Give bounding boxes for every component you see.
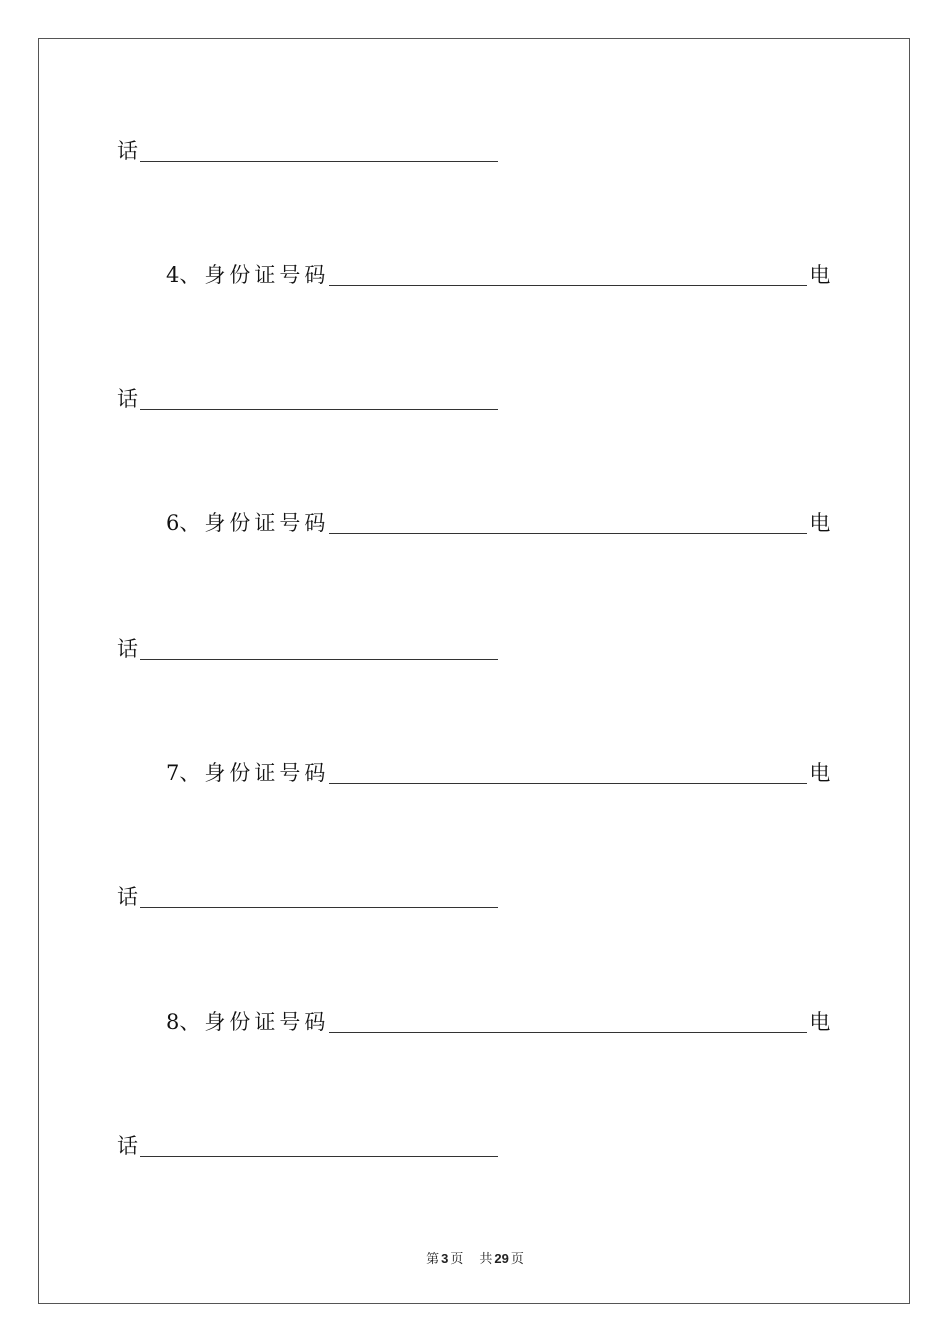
- id-number-label: 身份证号码: [204, 761, 330, 785]
- phone-blank[interactable]: [140, 906, 498, 908]
- id-entry-6: [166, 510, 830, 536]
- total-pages-number: 29: [494, 1251, 509, 1266]
- id-entry-7: [166, 760, 830, 786]
- id-entry-8: [166, 1009, 830, 1035]
- phone-blank[interactable]: [140, 658, 498, 660]
- id-number-label: 身份证号码: [204, 511, 330, 535]
- entry-separator: 、: [179, 263, 205, 287]
- page-prefix: 第: [426, 1252, 440, 1267]
- tel-label: 话: [117, 387, 138, 411]
- tel-label: 话: [117, 885, 138, 909]
- entry-number: 4: [166, 263, 180, 287]
- id-entry-4: [166, 262, 830, 288]
- id-number-label: 身份证号码: [204, 1010, 330, 1034]
- page-border: [38, 38, 910, 1304]
- phone-line-continuation: [117, 138, 498, 164]
- entry-separator: 、: [179, 511, 205, 535]
- phone-line-continuation: [117, 1133, 498, 1159]
- id-number-label: 身份证号码: [204, 263, 330, 287]
- id-number-blank[interactable]: [329, 532, 807, 534]
- entry-number: 7: [166, 761, 180, 785]
- entry-number: 8: [166, 1010, 180, 1034]
- page-footer: [0, 1248, 950, 1267]
- entry-separator: 、: [179, 1010, 205, 1034]
- entry-separator: 、: [179, 761, 205, 785]
- phone-blank[interactable]: [140, 408, 498, 410]
- phone-blank[interactable]: [140, 1155, 498, 1157]
- total-unit: 页: [510, 1252, 524, 1267]
- phone-line-continuation: [117, 636, 498, 662]
- id-number-blank[interactable]: [329, 284, 807, 286]
- tel-label: 话: [117, 1134, 138, 1158]
- tel-label: 话: [117, 637, 138, 661]
- phone-label-start: 电: [809, 511, 831, 535]
- entry-number: 6: [166, 511, 180, 535]
- page-unit: 页: [450, 1252, 464, 1267]
- phone-line-continuation: [117, 386, 498, 412]
- id-number-blank[interactable]: [329, 1031, 807, 1033]
- phone-label-start: 电: [809, 761, 831, 785]
- tel-label: 话: [117, 139, 138, 163]
- phone-label-start: 电: [809, 263, 831, 287]
- current-page-number: 3: [441, 1251, 449, 1266]
- phone-label-start: 电: [809, 1010, 831, 1034]
- total-prefix: 共: [479, 1252, 493, 1267]
- id-number-blank[interactable]: [329, 782, 807, 784]
- phone-blank[interactable]: [140, 160, 498, 162]
- phone-line-continuation: [117, 884, 498, 910]
